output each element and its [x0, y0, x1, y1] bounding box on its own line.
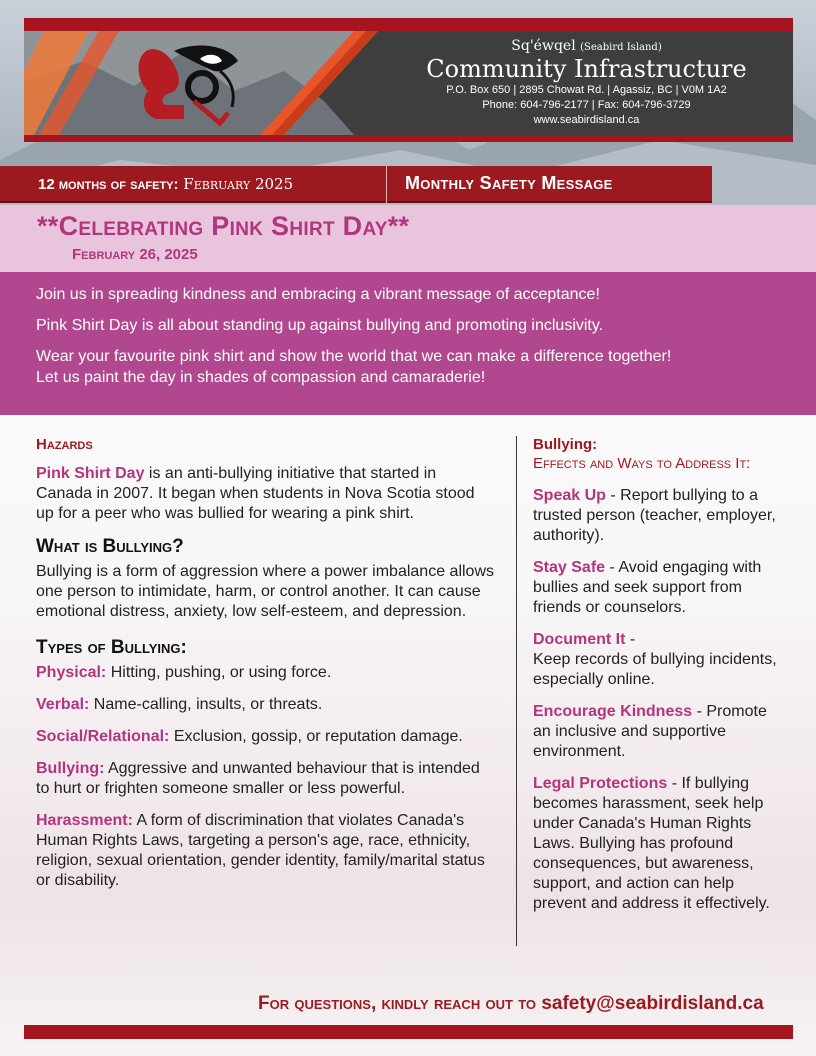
intro-paragraph-1: Join us in spreading kindness and embracing a vibrant message of acceptance!	[36, 286, 600, 303]
what-is-bullying-heading: What is Bullying?	[36, 536, 184, 557]
type-item	[36, 759, 496, 799]
way-text: - If bullying becomes harassment, seek help under Canada's Human Rights Laws. Bullying has profound consequences, but awareness, support, and action can help prevent and address it effectively.	[533, 775, 770, 912]
intro-paragraph-2: Pink Shirt Day is all about standing up against bullying and promoting inclusivity.	[36, 317, 604, 334]
left-column	[36, 436, 496, 891]
way-item	[533, 558, 783, 618]
way-term: Encourage Kindness	[533, 703, 693, 720]
types-list	[36, 663, 496, 891]
way-text: - Keep records of bullying incidents, especially online.	[533, 631, 777, 688]
way-item	[533, 630, 783, 690]
hazards-heading: Hazards	[36, 436, 93, 453]
seabird-logo-area	[24, 31, 378, 135]
column-divider	[516, 436, 517, 946]
banner-month: 12 months of safety: February 2025	[38, 175, 294, 193]
header-title: Community Infrastructure	[426, 55, 747, 83]
types-heading: Types of Bullying:	[36, 637, 187, 658]
intro-paragraph-3a: Wear your favourite pink shirt and show the world that we can make a difference together!	[36, 348, 672, 365]
intro-paragraph-3b: Let us paint the day in shades of compassion and camaraderie!	[36, 369, 486, 386]
footer-bar	[24, 1025, 793, 1039]
footer-email[interactable]: safety@seabirdisland.ca	[541, 993, 764, 1014]
header-address: P.O. Box 650 | 2895 Chowat Rd. | Agassiz, BC | V0M 1A2	[446, 84, 727, 96]
right-column	[533, 436, 783, 914]
type-text: Aggressive and unwanted behaviour that is intended to hurt or frighten someone smaller or less powerful.	[36, 760, 480, 797]
org-name: Sq'éwqel (Seabird Island)	[511, 38, 662, 54]
type-term: Physical:	[36, 664, 107, 681]
hazards-paragraph: Pink Shirt Day is an anti-bullying initiative that started in Canada in 2007. It began when students in Nova Scotia stood up for a peer who was bullied for wearing a pink shirt.	[36, 465, 475, 522]
type-term: Harassment:	[36, 812, 133, 829]
type-text: A form of discrimination that violates Canada's Human Rights Laws, targeting a person's age, race, ethnicity, religion, sexual orientation, gender identity, family/marital status or disability.	[36, 812, 485, 889]
way-item	[533, 486, 783, 546]
type-text: Hitting, pushing, or using force.	[106, 664, 332, 681]
banner-divider	[386, 166, 387, 203]
header-bottom-bar	[24, 135, 793, 142]
what-is-bullying-paragraph: Bullying is a form of aggression where a power imbalance allows one person to intimidate, harm, or control another. It can cause emotional distress, anxiety, low self-esteem, and depression.	[36, 563, 494, 620]
type-term: Bullying:	[36, 760, 105, 777]
way-term: Stay Safe	[533, 559, 606, 576]
header-text	[400, 38, 773, 128]
header-phone: Phone: 604-796-2177 | Fax: 604-796-3729	[482, 99, 691, 111]
way-text: - Avoid engaging with bullies and seek support from friends or counselors.	[533, 559, 762, 616]
type-text: Exclusion, gossip, or reputation damage.	[169, 728, 463, 745]
right-heading-2: Effects and Ways to Address It:	[533, 455, 751, 472]
seabird-logo-icon	[24, 31, 378, 135]
header-top-bar	[24, 18, 793, 31]
type-term: Social/Relational:	[36, 728, 170, 745]
type-term: Verbal:	[36, 696, 90, 713]
type-item	[36, 727, 496, 747]
way-term: Speak Up	[533, 487, 606, 504]
right-heading-1: Bullying:	[533, 436, 598, 453]
way-term: Legal Protections	[533, 775, 668, 792]
footer-contact: For questions, kindly reach out to safety@seabirdisland.ca	[258, 993, 764, 1014]
safety-banner	[0, 166, 712, 203]
way-text: - Promote an inclusive and supportive environment.	[533, 703, 767, 760]
way-item	[533, 702, 783, 762]
page-date: February 26, 2025	[72, 246, 198, 263]
type-item	[36, 695, 496, 715]
type-item	[36, 663, 496, 683]
ways-list	[533, 486, 783, 914]
way-text: - Report bullying to a trusted person (teacher, employer, authority).	[533, 487, 776, 544]
intro-panel	[0, 272, 816, 415]
type-text: Name-calling, insults, or threats.	[89, 696, 323, 713]
header-website[interactable]: www.seabirdisland.ca	[533, 114, 640, 126]
type-item	[36, 811, 496, 891]
way-term: Document It	[533, 631, 626, 648]
way-item	[533, 774, 783, 914]
banner-title: Monthly Safety Message	[405, 173, 613, 193]
page-title: **Celebrating Pink Shirt Day**	[37, 211, 410, 241]
